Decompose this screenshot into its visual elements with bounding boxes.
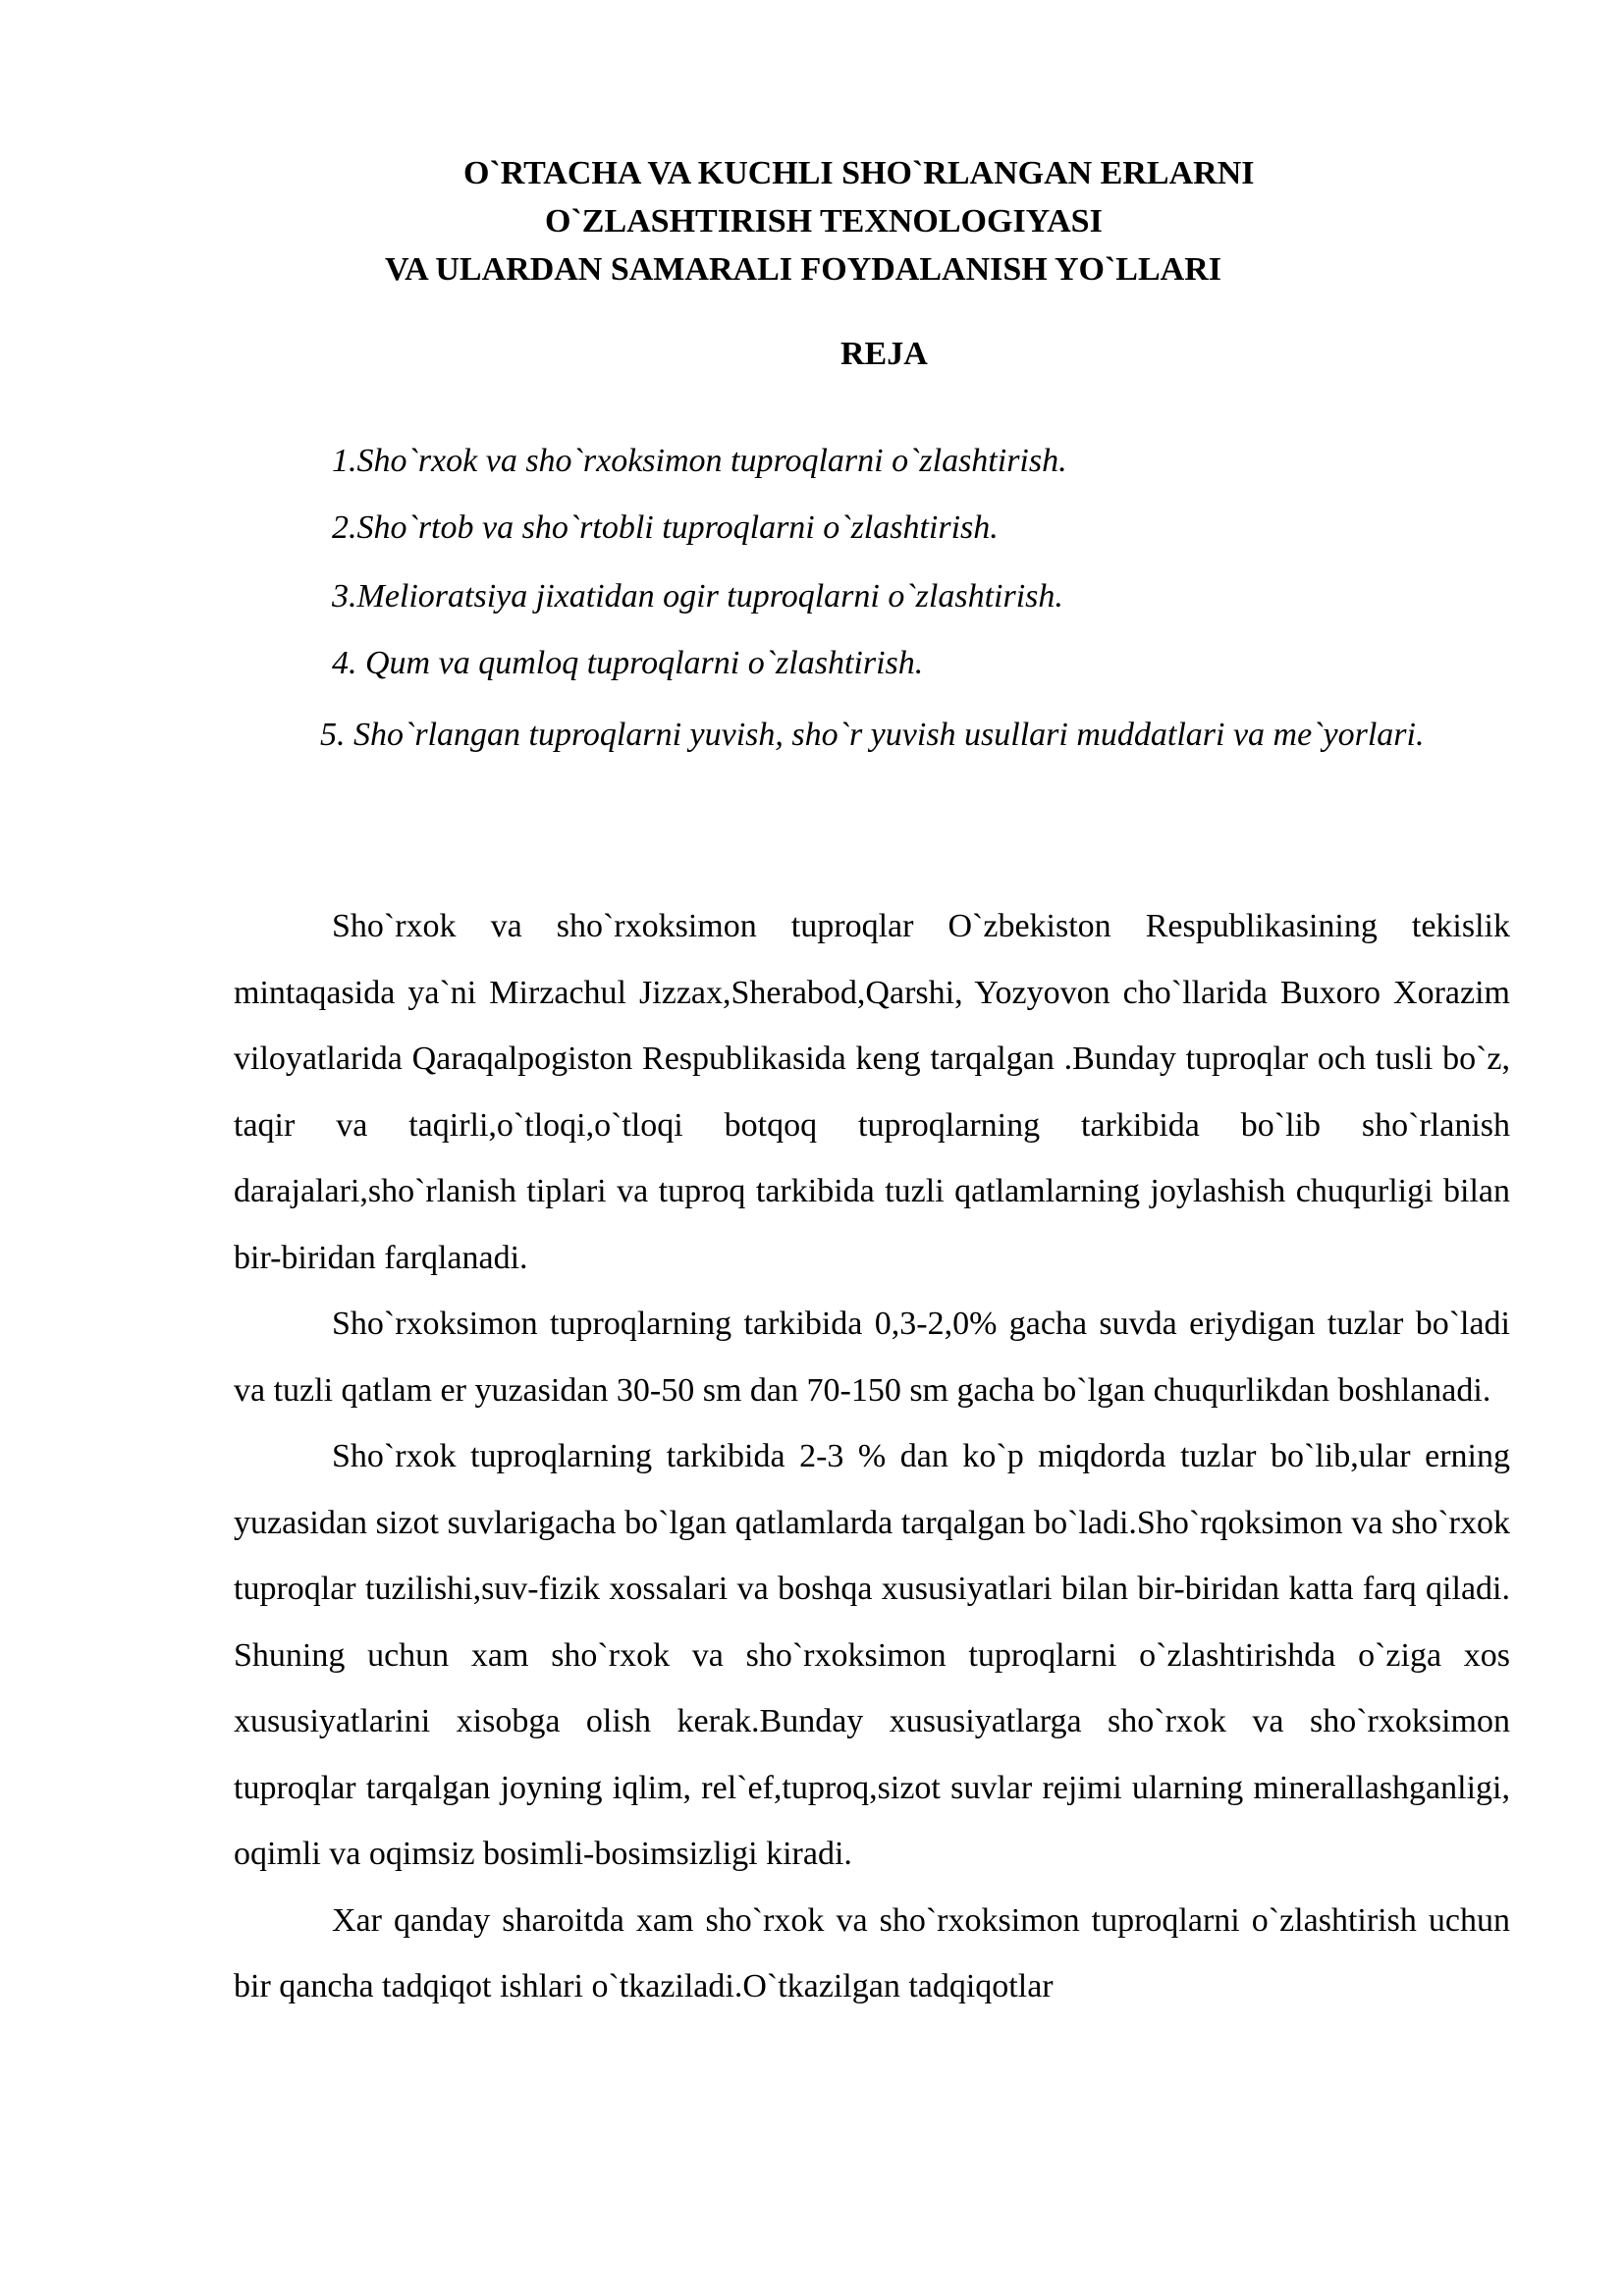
paragraph: Sho`rxoksimon tuproqlarning tarkibida 0,3-2,0% gacha suvda eriydigan tuzlar bo`ladi va tuzli qatlam er yuzasidan 30-50 sm dan 70-150 sm gacha bo`lgan chuqurlikdan boshlanadi. xyxy=(234,1306,1510,1409)
plan-item: 5. Sho`rlangan tuproqlarni yuvish, sho`r yuvish usullari muddatlari va me`yorlari. xyxy=(320,717,1425,753)
paragraph: Xar qanday sharoitda xam sho`rxok va sho`rxoksimon tuproqlarni o`zlashtirish uchun bir qancha tadqiqot ishlari o`tkaziladi.O`tkazilgan tadqiqotlar xyxy=(234,1901,1510,2004)
title-line-3: VA ULARDAN SAMARALI FOYDALANISH YO`LLARI xyxy=(385,251,1221,288)
paragraph: Sho`rxok tuproqlarning tarkibida 2-3 % dan ko`p miqdorda tuzlar bo`lib,ular erning yuzasidan sizot suvlarigacha bo`lgan qatlamlarda tarqalgan bo`ladi.Sho`rqoksimon va sho`rxok tuproqlar tuzilishi,suv-fizik xossalari va boshqa xususiyatlari bilan bir-biridan katta farq qiladi. Shuning uchun xam sho`rxok va sho`rxoksimon tuproqlarni o`zlashtirishda o`ziga xos xususiyatlarini xisobga olish kerak.Bunday xususiyatlarga sho`rxok va sho`rxoksimon tuproqlar tarqalgan joyning iqlim, rel`ef,tuproq,sizot suvlar rejimi ularning minerallashganligi, oqimli va oqimsiz bosimli-bosimsizligi kiradi. xyxy=(234,1438,1510,1872)
plan-item: 1.Sho`rxok va sho`rxoksimon tuproqlarni o`zlashtirish. xyxy=(332,443,1067,479)
title-line-2: O`ZLASHTIRISH TEXNOLOGIYASI xyxy=(545,203,1103,240)
body-text xyxy=(234,893,1510,2020)
title-line-1: O`RTACHA VA KUCHLI SHO`RLANGAN ERLARNI xyxy=(463,155,1255,191)
plan-item: 3.Melioratsiya jixatidan ogir tuproqlarni o`zlashtirish. xyxy=(332,578,1063,614)
plan-item: 4. Qum va qumloq tuproqlarni o`zlashtirish. xyxy=(332,645,924,681)
plan-item: 2.Sho`rtob va sho`rtobli tuproqlarni o`zlashtirish. xyxy=(332,509,999,546)
paragraph: Sho`rxok va sho`rxoksimon tuproqlar O`zbekiston Respublikasining tekislik mintaqasida ya`ni Mirzachul Jizzax,Sherabod,Qarshi, Yozyovon cho`llarida Buxoro Xorazim viloyatlarida Qaraqalpogiston Respublikasida keng tarqalgan .Bunday tuproqlar och tusli bo`z, taqir va taqirli,o`tloqi,o`tloqi botqoq tuproqlarning tarkibida bo`lib sho`rlanish darajalari,sho`rlanish tiplari va tuproq tarkibida tuzli qatlamlarning joylashish chuqurligi bilan bir-biridan farqlanadi. xyxy=(234,908,1510,1276)
plan-heading: REJA xyxy=(840,336,928,372)
